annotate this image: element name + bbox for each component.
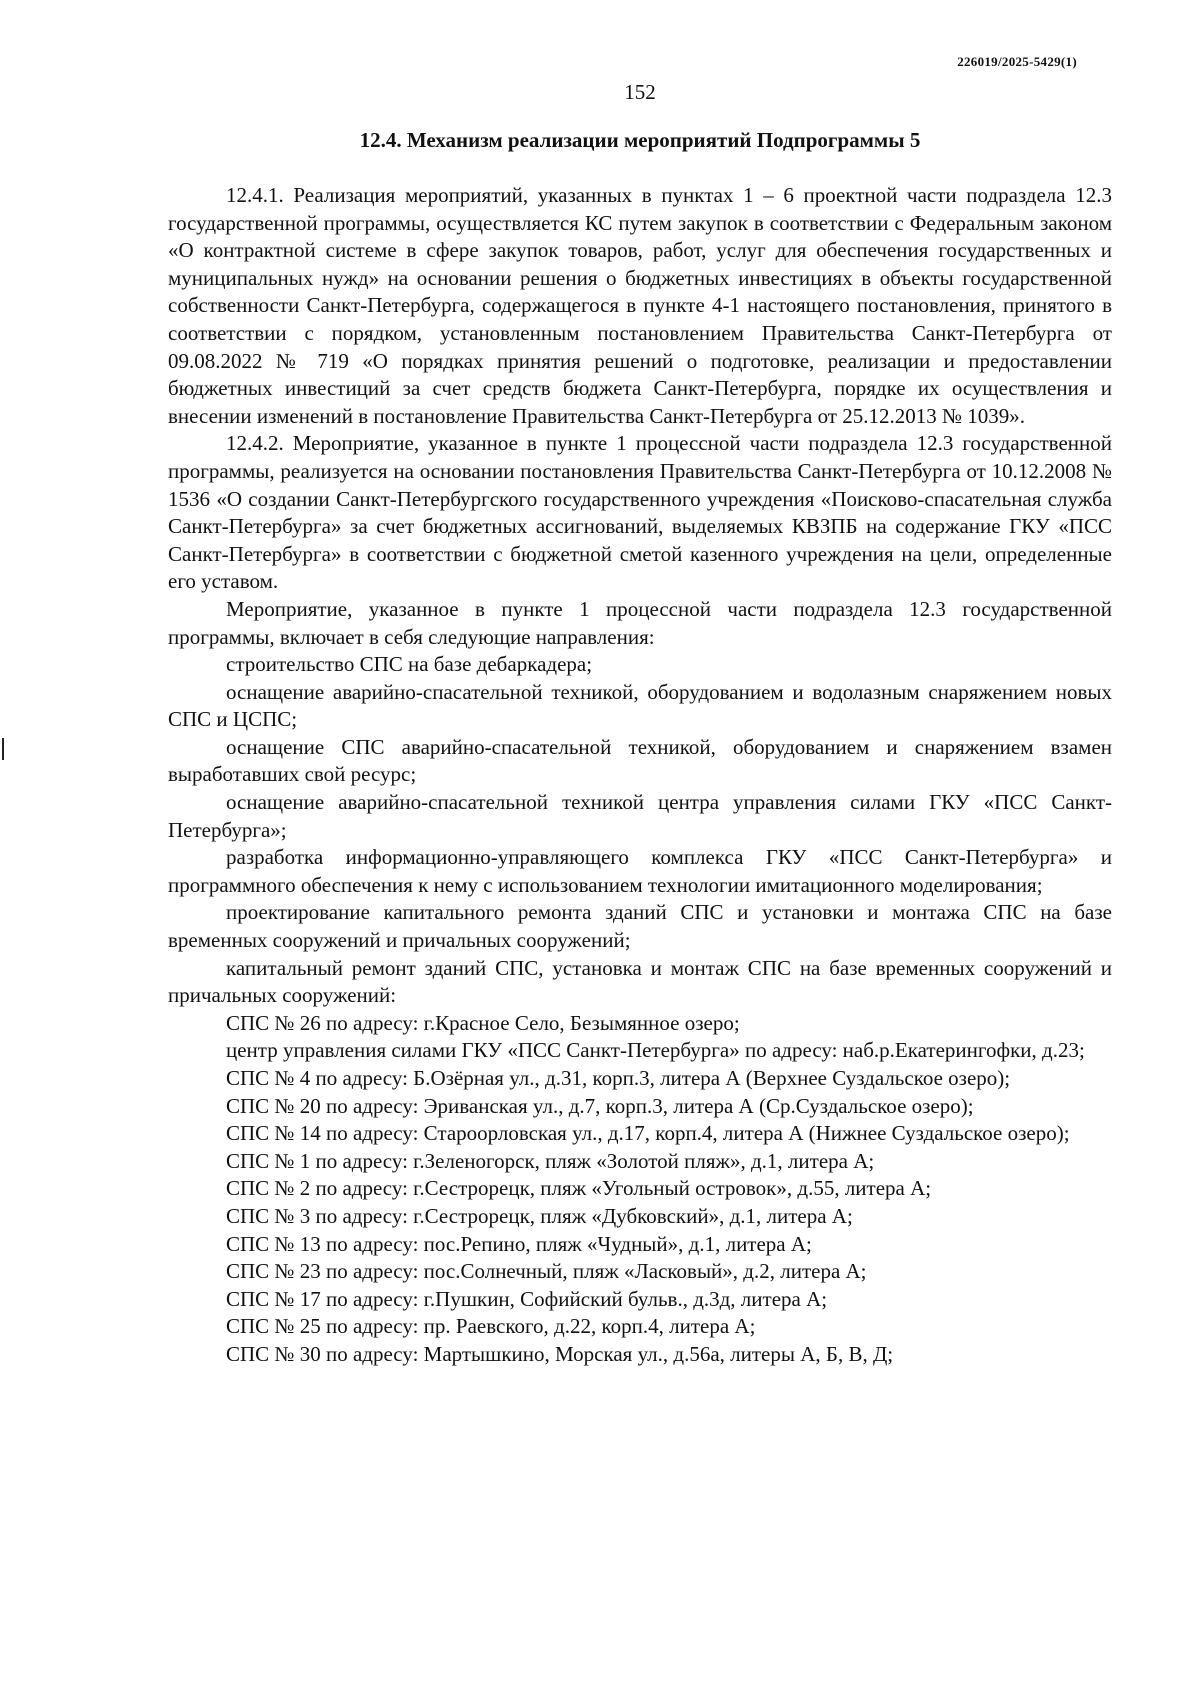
list-item: строительство СПС на базе дебаркадера; (226, 652, 593, 677)
list-item: оснащение аварийно-спасательной техникой центра управления силами ГКУ «ПСС Санкт-Петербурга»; (168, 790, 1112, 842)
address-item: СПС № 2 по адресу: г.Сестрорецк, пляж «Угольный островок», д.55, литера А; (226, 1176, 932, 1201)
address-item: СПС № 30 по адресу: Мартышкино, Морская ул., д.56а, литеры А, Б, В, Д; (226, 1341, 894, 1366)
list-item: капитальный ремонт зданий СПС, установка и монтаж СПС на базе временных сооружений и причальных сооружений: (168, 955, 1112, 1008)
list-item: проектирование капитального ремонта зданий СПС и установки и монтажа СПС на базе временных сооружений и причальных сооружений; (168, 900, 1112, 953)
body-text (168, 182, 1112, 1369)
address-item: СПС № 17 по адресу: г.Пушкин, Софийский бульв., д.3д, литера А; (226, 1286, 828, 1311)
scan-edge-mark (2, 738, 4, 760)
list-item: оснащение СПС аварийно-спасательной техникой, оборудованием и снаряжением взамен выработавших свой ресурс; (168, 734, 1112, 787)
paragraph-directions-intro: Мероприятие, указанное в пункте 1 процессной части подраздела 12.3 государственной программы, включает в себя следующие направления: (168, 596, 1112, 649)
address-item: СПС № 23 по адресу: пос.Солнечный, пляж «Ласковый», д.2, литера А; (226, 1259, 867, 1284)
document-id: 226019/2025-5429(1) (957, 54, 1077, 69)
address-item: СПС № 26 по адресу: г.Красное Село, Безымянное озеро; (226, 1010, 740, 1035)
address-item: центр управления силами ГКУ «ПСС Санкт-Петербурга» по адресу: наб.р.Екатерингофки, д.23; (226, 1038, 1085, 1063)
paragraph-12-4-2: 12.4.2. Мероприятие, указанное в пункте 1 процессной части подраздела 12.3 государственной программы, реализуется на основании постановления Правительства Санкт-Петербурга от 10.12.2008 № 1536 «О создании Санкт-Петербургского государственного учреждения «Поисково-спасательная служба Санкт-Петербурга» за счет бюджетных ассигнований, выделяемых КВЗПБ на содержание ГКУ «ПСС Санкт-Петербурга» в соответствии с бюджетной сметой казенного учреждения на цели, определенные его уставом. (168, 431, 1112, 594)
address-item: СПС № 14 по адресу: Староорловская ул., д.17, корп.4, литера А (Нижнее Суздальское озеро); (226, 1121, 1070, 1146)
address-item: СПС № 25 по адресу: пр. Раевского, д.22, корп.4, литера А; (226, 1314, 756, 1339)
paragraph-12-4-1: 12.4.1. Реализация мероприятий, указанных в пунктах 1 – 6 проектной части подраздела 12.3 государственной программы, осуществляется КС путем закупок в соответствии с Федеральным законом «О контрактной системе в сфере закупок товаров, работ, услуг для обеспечения государственных и муниципальных нужд» на основании решения о бюджетных инвестициях в объекты государственной собственности Санкт-Петербурга, содержащегося в пункте 4-1 настоящего постановления, принятого в соответствии с порядком, установленным постановлением Правительства Санкт-Петербурга от 09.08.2022 № 719 «О порядках принятия решений о подготовке, реализации и предоставлении бюджетных инвестиций за счет средств бюджета Санкт-Петербурга, порядке их осуществления и внесении изменений в постановление Правительства Санкт-Петербурга от 25.12.2013 № 1039». (168, 183, 1112, 428)
address-item: СПС № 4 по адресу: Б.Озёрная ул., д.31, корп.3, литера А (Верхнее Суздальское озеро); (226, 1066, 1011, 1090)
address-item: СПС № 3 по адресу: г.Сестрорецк, пляж «Дубковский», д.1, литера А; (226, 1203, 853, 1228)
section-title: 12.4. Механизм реализации мероприятий Подпрограммы 5 (359, 128, 921, 152)
page-number: 152 (624, 80, 656, 104)
address-item: СПС № 13 по адресу: пос.Репино, пляж «Чудный», д.1, литера А; (226, 1231, 812, 1256)
address-item: СПС № 1 по адресу: г.Зеленогорск, пляж «Золотой пляж», д.1, литера А; (226, 1148, 875, 1173)
list-item: оснащение аварийно-спасательной техникой, оборудованием и водолазным снаряжением новых СПС и ЦСПС; (168, 679, 1112, 732)
address-item: СПС № 20 по адресу: Эриванская ул., д.7, корп.3, литера А (Ср.Суздальское озеро); (226, 1093, 974, 1118)
list-item: разработка информационно-управляющего комплекса ГКУ «ПСС Санкт-Петербурга» и программного обеспечения к нему с использованием технологии имитационного моделирования; (168, 845, 1112, 897)
